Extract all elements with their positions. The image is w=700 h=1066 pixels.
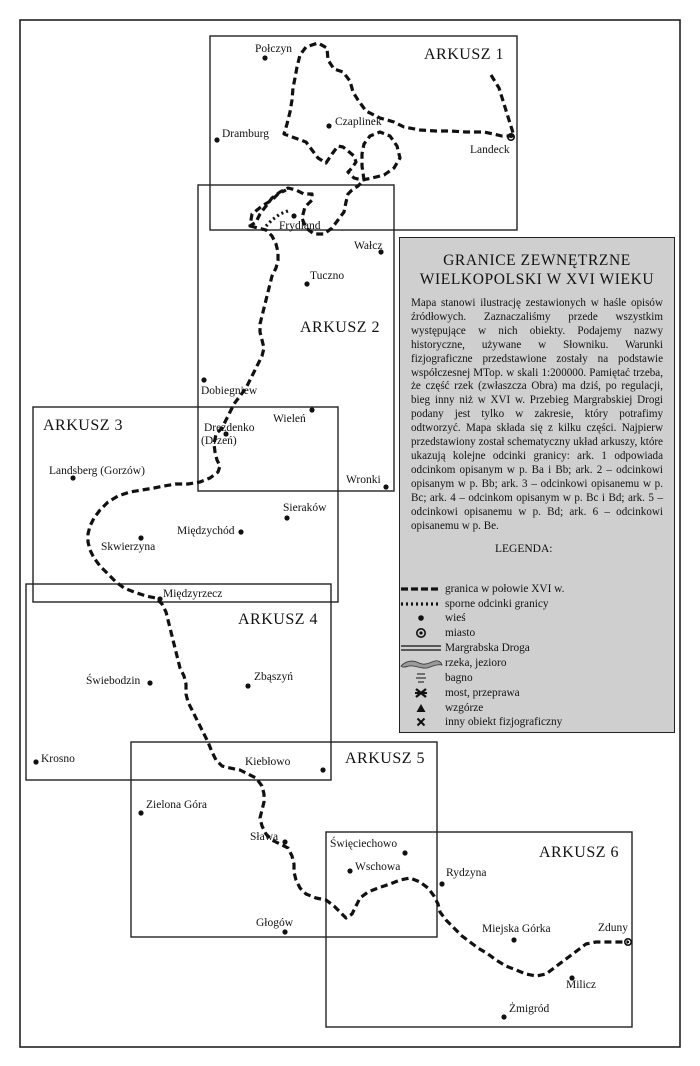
marker-dramburg [214, 137, 219, 142]
label-zmigrod: Żmigród [509, 1003, 550, 1015]
marker-zmigrod [501, 1014, 506, 1019]
marker-wielen [309, 407, 314, 412]
marker-zielona-gora [138, 810, 143, 815]
marker-kieblowo [320, 767, 325, 772]
hill-triangle-icon [397, 701, 443, 715]
legend-item-swamp [445, 671, 473, 685]
label-dramburg: Dramburg [222, 128, 270, 140]
marker-frydland [291, 213, 296, 218]
label-frydland: Frydland [279, 220, 321, 232]
marker-wronki [383, 484, 388, 489]
legend-heading: LEGENDA: [495, 543, 553, 556]
legend-label-road: Margrabska Droga [445, 642, 530, 654]
label-drzen: (Drzeń) [201, 435, 237, 447]
legend-label-other: inny obiekt fizjograficzny [445, 716, 563, 728]
label-kieblowo: Kiebłowo [245, 756, 291, 768]
legend-label-swamp: bagno [445, 672, 473, 684]
label-sierakow: Sieraków [283, 502, 327, 514]
legend-item-border [445, 582, 564, 596]
label-polczyn: Połczyn [255, 43, 293, 55]
legend-label-border: granica w połowie XVI w. [445, 583, 565, 595]
legend-item-town [445, 626, 475, 640]
legend-label-village: wieś [445, 612, 466, 624]
river-icon [397, 656, 443, 670]
marker-skwierzyna [138, 535, 143, 540]
label-swieciechowo: Święciechowo [330, 838, 398, 850]
legend-label-hill: wzgórze [445, 702, 484, 714]
sheet-6-label: ARKUSZ 6 [539, 844, 620, 861]
label-krosno: Krosno [41, 753, 75, 765]
label-drezdenko: Drezdenko [204, 422, 255, 434]
marker-rydzyna [439, 881, 444, 886]
bridge-icon [397, 686, 443, 700]
marker-miedzychod [238, 529, 243, 534]
label-miejska-gorka: Miejska Górka [482, 923, 551, 935]
legend-title-line-1: GRANICE ZEWNĘTRZNE [443, 252, 631, 269]
swamp-icon [397, 671, 443, 685]
label-wronki: Wronki [346, 474, 381, 486]
legend-item-bridge [445, 686, 520, 700]
label-miedzyrzecz: Międzyrzecz [163, 588, 223, 600]
legend-item-hill [445, 701, 483, 715]
legend-description: Mapa stanowi ilustrację zestawionych w haśle opisów źródłowych. Zaznaczaliśmy przede wszystkim występujące w nich obiekty. Podajemy nazwy historyczne, używane w Słowniku. Warunki fizjograficzne przedstawione zostały na podstawie współczesnej MTop. w skali 1:200000. Pamiętać trzeba, że część rzek (zwłaszcza Obra) ma dziś, po regulacji, bieg inny niż w XVI w. Przebieg Margrabskiej Drogi podany jest tylko w zakresie, który potrafimy odtworzyć. Mapa składa się z kilku części. Najpierw przedstawiony został schematyczny układ arkuszy, które ukazują kolejne odcinki granicy: ark. 1 odpowiada odcinkom opisanym w p. Ba i Bb; ark. 2 – odcinkowi opisanym w p. Bb; ark. 3 – odcinkowi opisanemu w p. Bc; ark. 4 – odcinkom opisanym w p. Bc i Bd; ark. 5 – odcinkowi opisanemu w p. Bd; ark. 6 – odcinkowi opisanemu w p. Be. [411, 297, 663, 532]
legend-label-town: miasto [445, 627, 476, 639]
disputed-border-icon [397, 597, 443, 611]
legend-label-bridge: most, przeprawa [445, 687, 520, 699]
label-czaplinek: Czaplinek [335, 116, 382, 128]
label-walcz: Wałcz [354, 240, 383, 252]
marker-dobiegniew [201, 377, 206, 382]
sheet-2-label: ARKUSZ 2 [300, 319, 381, 336]
marker-wschowa [347, 868, 352, 873]
label-zbaszyn: Zbąszyń [254, 671, 293, 683]
marker-zbaszyn [245, 683, 250, 688]
sheet-3-label: ARKUSZ 3 [43, 417, 124, 434]
legend-title-line-2: WIELKOPOLSKI W XVI WIEKU [419, 271, 655, 288]
road-double-line-icon [397, 641, 443, 655]
legend-label-river: rzeka, jezioro [445, 657, 507, 669]
cross-icon [397, 715, 443, 729]
marker-zduny-inner [627, 941, 629, 943]
marker-sierakow [284, 515, 289, 520]
label-wielen: Wieleń [273, 413, 306, 425]
label-zielona-gora: Zielona Góra [146, 799, 207, 811]
marker-czaplinek [326, 123, 331, 128]
village-dot-icon [397, 611, 443, 625]
legend-item-other [445, 715, 562, 729]
label-wschowa: Wschowa [355, 861, 401, 873]
sheet-5-label: ARKUSZ 5 [345, 750, 426, 767]
legend-label-disputed: sporne odcinki granicy [445, 598, 549, 610]
label-milicz: Milicz [566, 979, 597, 991]
legend-title [400, 251, 674, 289]
label-slawa: Sława [250, 831, 279, 843]
legend-item-village [445, 611, 466, 625]
label-skwierzyna: Skwierzyna [101, 541, 156, 553]
legend-item-road [445, 641, 530, 655]
marker-miedzyrzecz [157, 596, 162, 601]
marker-swiebodzin [147, 680, 152, 685]
legend-item-river [445, 656, 506, 670]
marker-slawa [282, 839, 287, 844]
label-dobiegniew: Dobiegniew [201, 385, 258, 397]
marker-miejska-gorka [511, 937, 516, 942]
sheet-4-label: ARKUSZ 4 [238, 611, 319, 628]
marker-tuczno [304, 281, 309, 286]
town-circle-icon [397, 626, 443, 640]
legend-panel [399, 237, 675, 733]
marker-krosno [33, 759, 38, 764]
label-miedzychod: Międzychód [177, 525, 235, 537]
label-landsberg: Landsberg (Gorzów) [49, 465, 145, 477]
label-glogow: Głogów [256, 917, 294, 929]
marker-polczyn [262, 55, 267, 60]
marker-swieciechowo [402, 850, 407, 855]
label-zduny: Zduny [598, 922, 629, 934]
label-tuczno: Tuczno [310, 270, 345, 282]
border-line-icon [397, 582, 443, 596]
label-swiebodzin: Świebodzin [86, 675, 141, 687]
marker-landeck-inner [510, 136, 512, 138]
label-landeck: Landeck [470, 144, 510, 156]
marker-glogow [282, 929, 287, 934]
sheet-1-label: ARKUSZ 1 [424, 46, 505, 63]
legend-item-disputed [445, 597, 549, 611]
label-rydzyna: Rydzyna [446, 867, 487, 879]
